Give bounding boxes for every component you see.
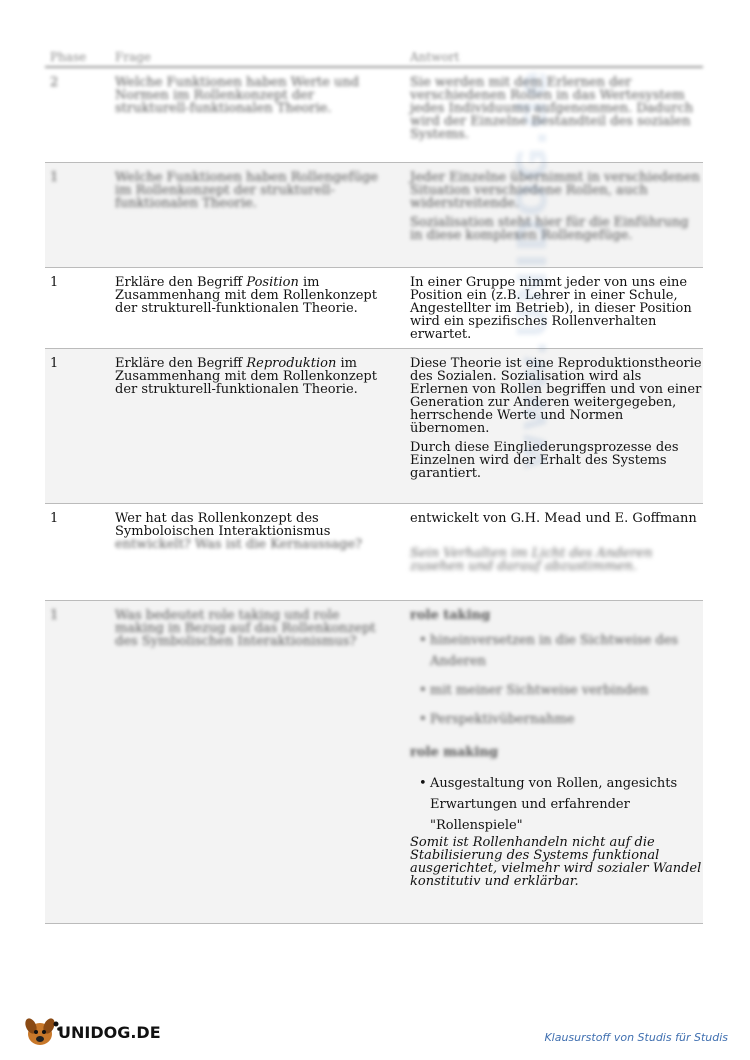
role-taking-heading: role taking xyxy=(410,608,491,623)
table-row xyxy=(45,601,703,924)
header-frage: Frage xyxy=(115,50,151,64)
frage-text: Wer hat das Rollenkonzept des Symboloischen Interaktionismus xyxy=(115,511,331,539)
row-antwort xyxy=(410,171,703,242)
list-item: • mit meiner Sichtweise verbinden xyxy=(410,680,703,701)
row-antwort-part: Diese Theorie ist eine Reproduktionstheorie des Sozialen. Sozialisation wird als Erlernen von Rollen begriffen und von einer Generation zur Anderen weitergegeben, herrschende Werte und Normen übernomen. xyxy=(410,356,702,436)
frage-text-blurred: entwickelt? Was ist die Kernaussage? xyxy=(115,537,363,552)
list-item: • hineinversetzen in die Sichtweise des Anderen xyxy=(410,630,703,672)
list-item: • Perspektivübernahme xyxy=(410,709,703,730)
row-frage: Welche Funktionen haben Werte und Normen im Rollenkonzept der strukturell-funktionalen Theorie. xyxy=(115,75,360,116)
frage-term: Position xyxy=(246,275,299,290)
table-row xyxy=(45,349,703,504)
row-phase: 1 xyxy=(50,170,59,185)
row-antwort: Sie werden mit dem Erlernen der verschiedenen Rollen in das Wertesystem jedes Individuums aufgenommen. Dadurch wird der Einzelne Bestandteil des sozialen Systems. xyxy=(410,75,694,142)
row-antwort-part: Sozialisation steht hier für die Einführung in diese komplexen Rollengefüge. xyxy=(410,215,689,243)
row-frage: Welche Funktionen haben Rollengefüge im Rollenkonzept der strukturell-funktionalen Theorie. xyxy=(115,170,378,211)
row-antwort-part: Jeder Einzelne übernimmt in verschiedenen Situation verschiedene Rollen, auch widerstreitende. xyxy=(410,170,700,211)
row-phase: 2 xyxy=(50,75,59,90)
table-row xyxy=(45,268,703,349)
row-frage: Was bedeutet role taking und role making in Bezug auf das Rollenkonzept des Symbolischen Interaktionismus? xyxy=(115,608,376,649)
table-row xyxy=(45,163,703,268)
frage-text: Erkläre den Begriff xyxy=(115,356,247,371)
qa-table xyxy=(45,44,703,924)
header-phase: Phase xyxy=(50,50,87,64)
row-antwort xyxy=(410,512,703,573)
role-making-list xyxy=(410,773,703,836)
row-frage xyxy=(115,512,385,551)
row-antwort xyxy=(410,609,703,888)
list-item: • Ausgestaltung von Rollen, angesichts Erwartungen und erfahrender "Rollenspiele" xyxy=(410,773,703,836)
header-antwort: Antwort xyxy=(410,50,460,64)
frage-term: Reproduktion xyxy=(246,356,337,371)
watermark: www.UNIDOG.de xyxy=(510,68,556,470)
frage-text: im Zusammenhang mit dem Rollenkonzept der strukturell-funktionalen Theorie. xyxy=(115,275,377,316)
row-antwort: In einer Gruppe nimmt jeder von uns eine Position ein (z.B. Lehrer in einer Schule, Angestellter im Betrieb), in dieser Position wird ein spezifisches Rollenverhalten erwartet. xyxy=(410,275,692,342)
row-phase: 1 xyxy=(50,511,59,526)
frage-text: im Zusammenhang mit dem Rollenkonzept der strukturell-funktionalen Theorie. xyxy=(115,356,377,397)
row-frage xyxy=(115,357,385,396)
row-phase: 1 xyxy=(50,275,59,290)
table-row xyxy=(45,504,703,601)
logo-text: UNIDOG.DE xyxy=(58,1023,161,1042)
row-antwort xyxy=(410,357,703,480)
row-phase: 1 xyxy=(50,356,59,371)
table-row xyxy=(45,68,703,163)
role-taking-list xyxy=(410,630,703,730)
role-making-heading: role making xyxy=(410,745,498,760)
footer-text: Klausurstoff von Studis für Studis xyxy=(544,1031,728,1044)
row-antwort-part: Sein Verhalten im Licht des Anderen zusehen und darauf abzustimmen. xyxy=(410,546,653,574)
row-frage xyxy=(115,276,385,315)
table-header xyxy=(45,44,703,68)
dog-icon xyxy=(22,1014,62,1050)
conclusion-text: Somit ist Rollenhandeln nicht auf die Stabilisierung des Systems funktional ausgerichtet, vielmehr wird sozialer Wandel konstitutiv und erklärbar. xyxy=(410,835,702,889)
row-phase: 1 xyxy=(50,608,59,623)
row-antwort-part: Durch diese Eingliederungsprozesse des Einzelnen wird der Erhalt des Systems garantiert. xyxy=(410,440,679,481)
row-antwort-part: entwickelt von G.H. Mead und E. Goffmann xyxy=(410,511,697,526)
frage-text: Erkläre den Begriff xyxy=(115,275,247,290)
